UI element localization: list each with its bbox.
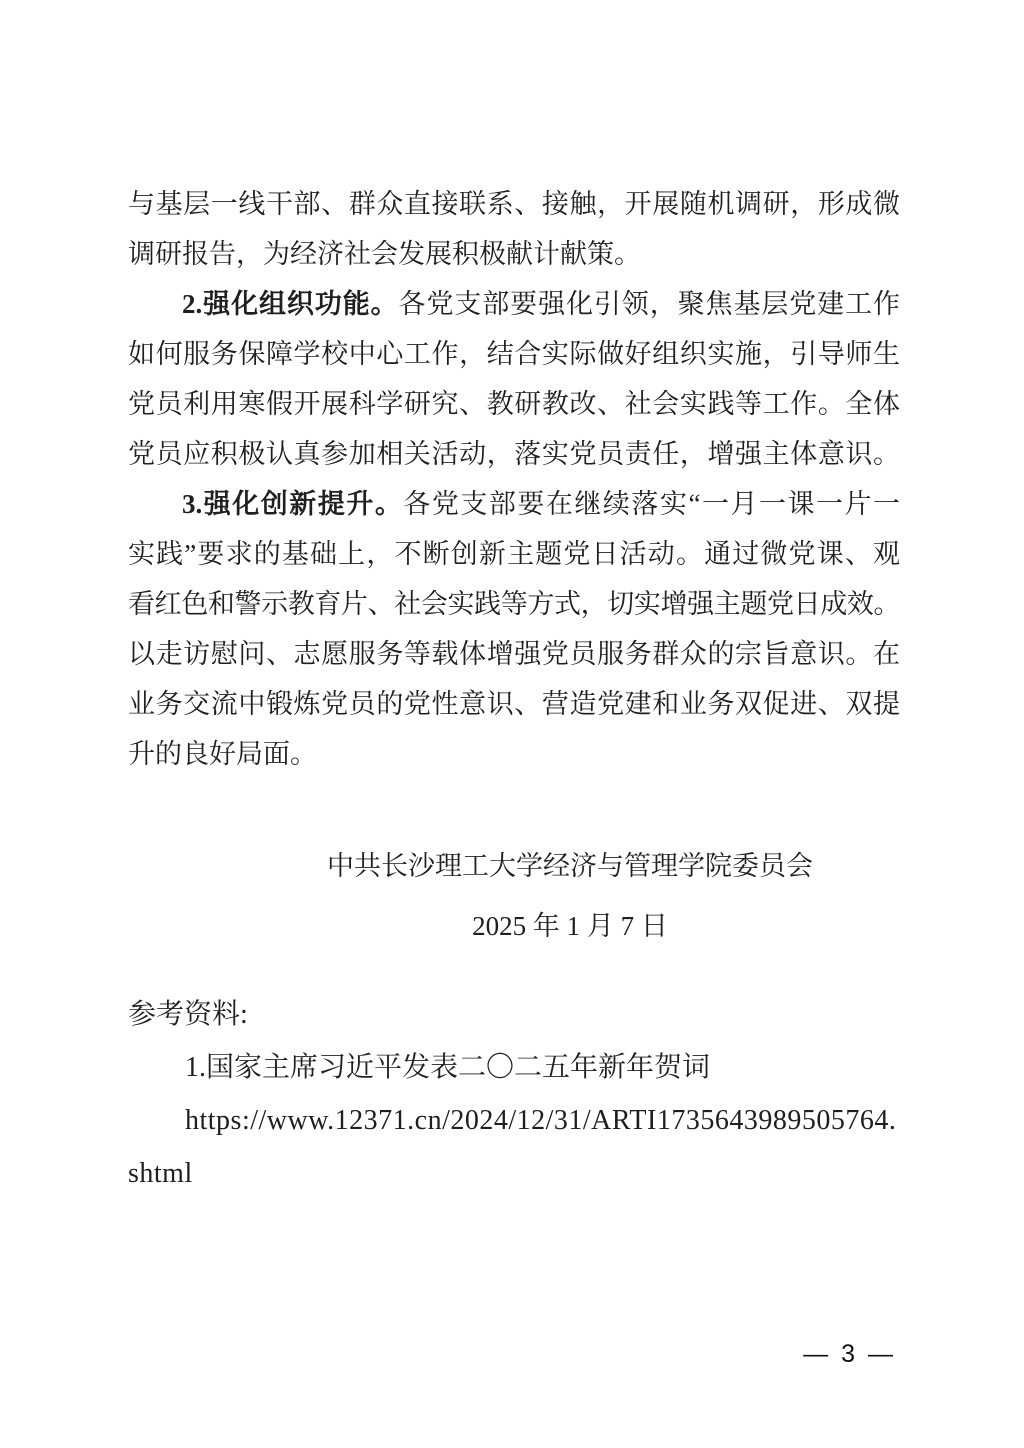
body-line: 升的良好局面。 — [128, 739, 317, 769]
reference-item: 1.国家主席习近平发表二〇二五年新年贺词 — [185, 1052, 711, 1083]
reference-url-line2: shtml — [128, 1158, 193, 1189]
body-line: 与基层一线干部、群众直接联系、接触，开展随机调研，形成微 — [128, 189, 900, 219]
body-line: 如何服务保障学校中心工作，结合实际做好组织实施，引导师生 — [128, 339, 900, 369]
body-line: 业务交流中锻炼党员的党性意识、营造党建和业务双促进、双提 — [128, 689, 900, 719]
page-number: — 3 — — [803, 1340, 896, 1368]
body-line-text: 各党支部要强化引领，聚焦基层党建工作 — [398, 289, 901, 319]
signature-date: 2025 年 1 月 7 日 — [472, 911, 668, 941]
body-line — [128, 279, 900, 329]
body-line — [128, 479, 900, 529]
references-title: 参考资料: — [128, 999, 248, 1030]
body-line: 党员利用寒假开展科学研究、教研教改、社会实践等工作。全体 — [128, 389, 900, 419]
references-section — [128, 988, 918, 1200]
paragraph-heading: 3.强化创新提升。 — [182, 489, 404, 519]
body-line: 实践”要求的基础上，不断创新主题党日活动。通过微党课、观 — [128, 539, 900, 569]
body-line: 党员应积极认真参加相关活动，落实党员责任，增强主体意识。 — [128, 439, 900, 469]
body-line: 以走访慰问、志愿服务等载体增强党员服务群众的宗旨意识。在 — [128, 639, 900, 669]
reference-url-line1: https://www.12371.cn/2024/12/31/ARTI1735643989505764. — [185, 1105, 897, 1136]
body-line: 看红色和警示教育片、社会实践等方式，切实增强主题党日成效。 — [128, 589, 900, 619]
body-line: 调研报告，为经济社会发展积极献计献策。 — [128, 239, 641, 269]
signature-block — [128, 836, 900, 956]
signature-committee: 中共长沙理工大学经济与管理学院委员会 — [327, 851, 813, 881]
body-line-text: 各党支部要在继续落实“一月一课一片一 — [403, 489, 901, 519]
document-body — [128, 179, 900, 779]
paragraph-heading: 2.强化组织功能。 — [182, 289, 399, 319]
